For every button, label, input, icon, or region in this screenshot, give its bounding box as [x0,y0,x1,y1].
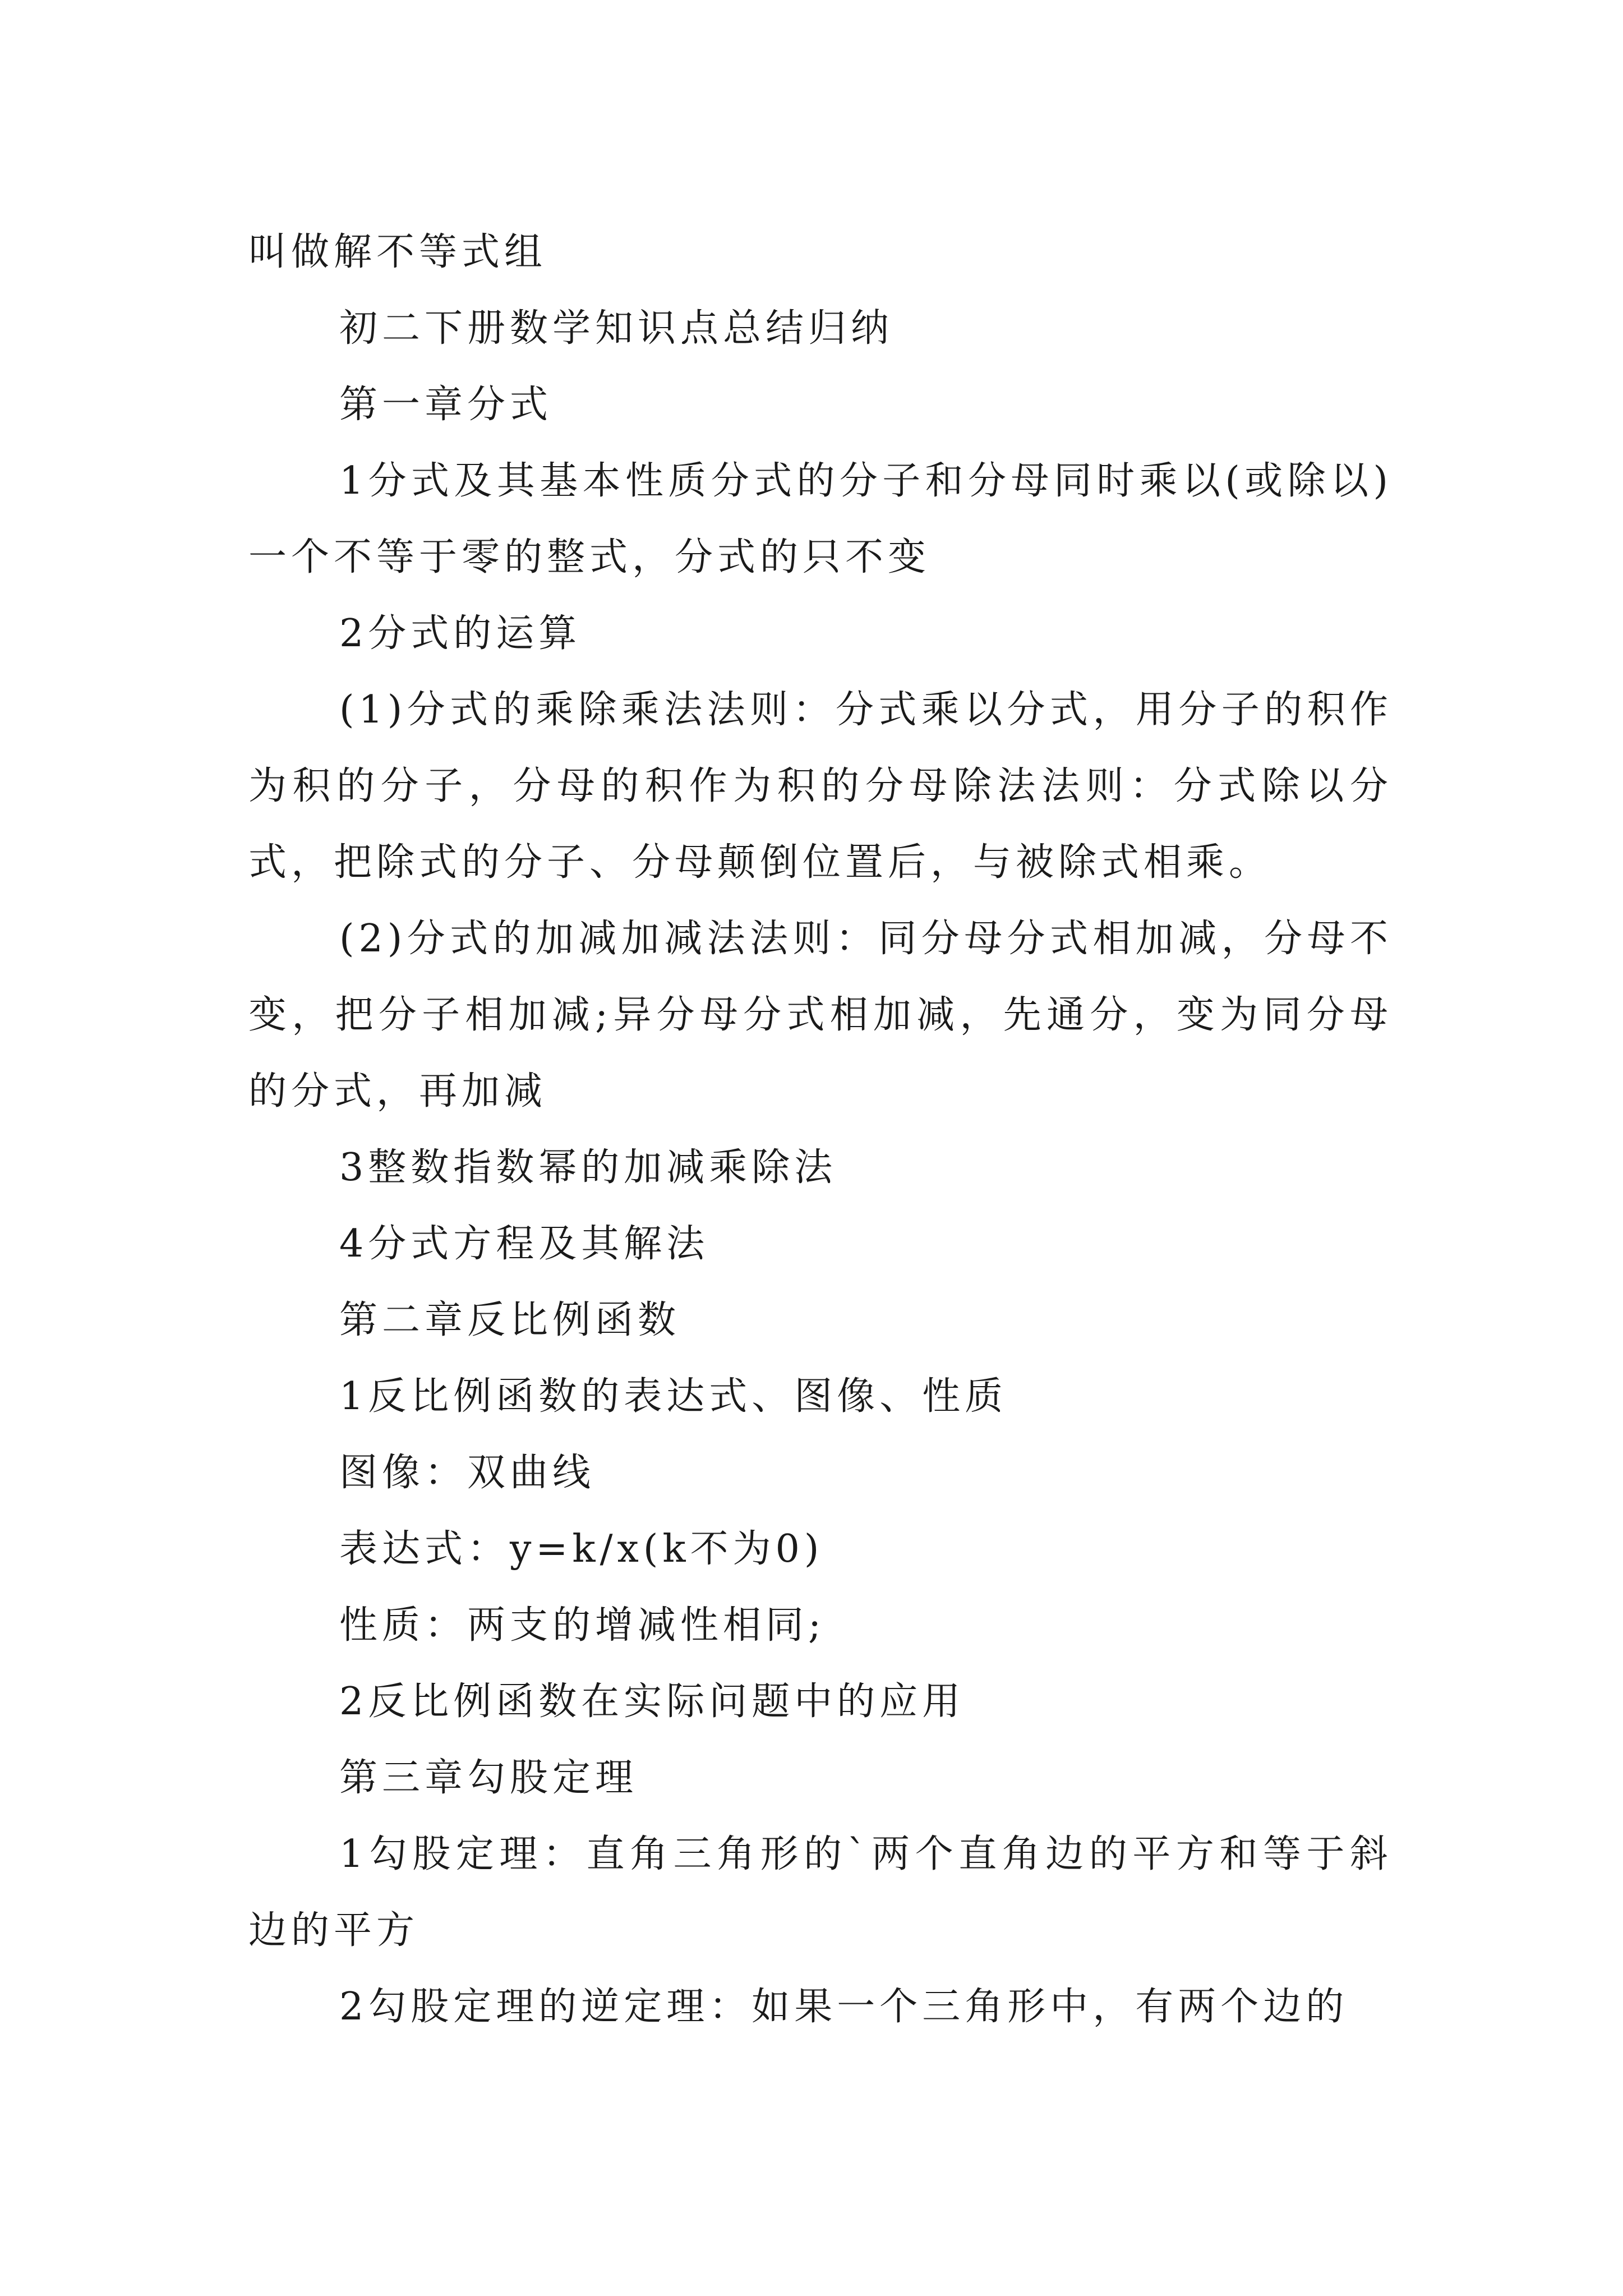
paragraph: 4分式方程及其解法 [339,1222,709,1266]
paragraph: 2反比例函数在实际问题中的应用 [339,1680,965,1724]
paragraph: 表达式：y=k/x(k不为0) [339,1527,824,1571]
paragraph: 图像：双曲线 [339,1451,596,1495]
paragraph: 性质：两支的增减性相同; [339,1603,826,1648]
document-body [248,214,1393,2045]
paragraph: 第二章反比例函数 [339,1298,681,1342]
paragraph: 叫做解不等式组 [248,230,547,274]
paragraph: 第三章勾股定理 [339,1756,638,1800]
paragraph: (2)分式的加减加减法法则：同分母分式相加减，分母不变，把分子相加减;异分母分式相加减，先通分，变为同分母的分式，再加减 [248,917,1393,1114]
paragraph: 1勾股定理：直角三角形的`两个直角边的平方和等于斜边的平方 [248,1832,1393,1953]
paragraph: (1)分式的乘除乘法法则：分式乘以分式，用分子的积作为积的分子，分母的积作为积的分母除法法则：分式除以分式，把除式的分子、分母颠倒位置后，与被除式相乘。 [248,688,1393,885]
paragraph: 1反比例函数的表达式、图像、性质 [339,1374,1008,1419]
paragraph: 2勾股定理的逆定理：如果一个三角形中，有两个边的 [339,1985,1349,2029]
paragraph: 1分式及其基本性质分式的分子和分母同时乘以(或除以)一个不等于零的整式，分式的只不变 [248,459,1393,579]
paragraph: 2分式的运算 [339,611,582,656]
paragraph: 3整数指数幂的加减乘除法 [339,1145,837,1190]
paragraph: 第一章分式 [339,383,553,427]
paragraph: 初二下册数学知识点总结归纳 [339,306,894,351]
